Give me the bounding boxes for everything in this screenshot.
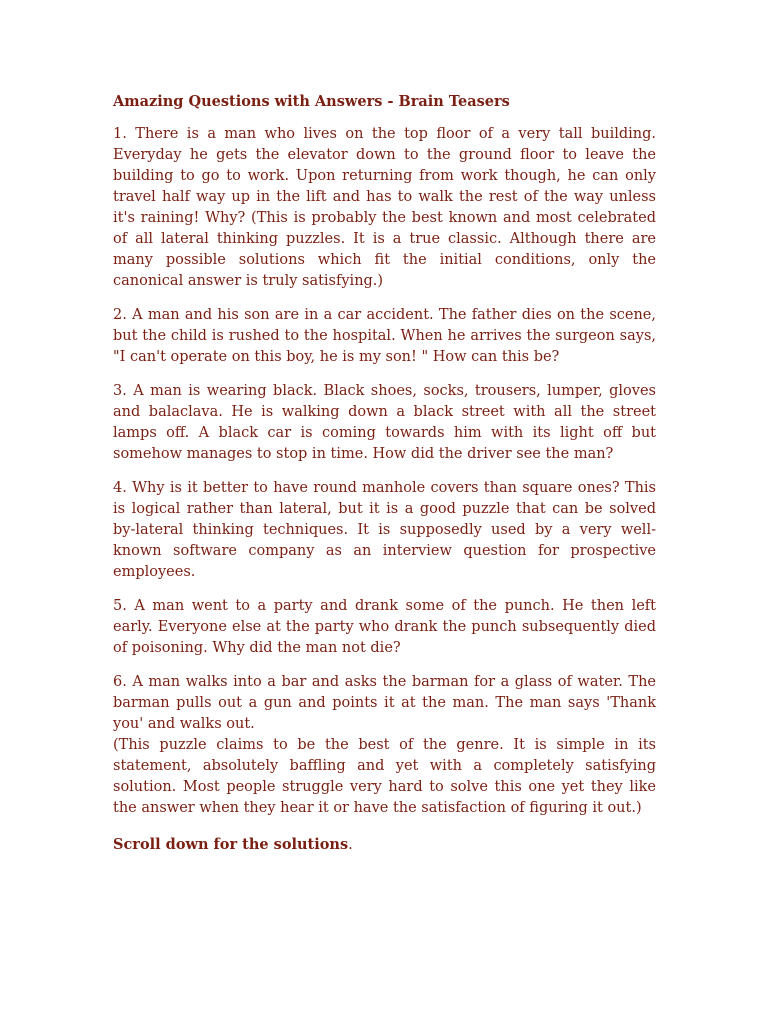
scroll-down-label: Scroll down for the solutions bbox=[113, 836, 349, 853]
question-6-text: 6. A man walks into a bar and asks the barman for a glass of water. The barman pulls out a gun and points it at the man. The man says 'Thank you' and walks out. bbox=[113, 674, 656, 732]
document-title: Amazing Questions with Answers - Brain Teasers bbox=[113, 93, 510, 110]
question-1: 1. There is a man who lives on the top floor of a very tall building. Everyday he gets the elevator down to the ground floor to leave the building to go to work. Upon returning from work though, he can only travel half way up in the lift and has to walk the rest of the way unless it's raining! Why? (This is probably the best known and most celebrated of all lateral thinking puzzles. It is a true classic. Although there are many possible solutions which fit the initial conditions, only the canonical answer is truly satisfying.) bbox=[113, 126, 656, 289]
scroll-down-period: . bbox=[348, 837, 353, 853]
question-3: 3. A man is wearing black. Black shoes, socks, trousers, lumper, gloves and balaclava. He is walking down a black street with all the street lamps off. A black car is coming towards him with its light off but somehow manages to stop in time. How did the driver see the man? bbox=[113, 383, 656, 462]
scroll-down-note bbox=[113, 833, 656, 857]
document-page bbox=[113, 90, 656, 857]
question-5: 5. A man went to a party and drank some of the punch. He then left early. Everyone else at the party who drank the punch subsequently died of poisoning. Why did the man not die? bbox=[113, 598, 656, 656]
question-2: 2. A man and his son are in a car accident. The father dies on the scene, but the child is rushed to the hospital. When he arrives the surgeon says, "I can't operate on this boy, he is my son! " How can this be? bbox=[113, 307, 656, 365]
question-6 bbox=[113, 672, 656, 819]
question-6-note: (This puzzle claims to be the best of the genre. It is simple in its statement, absolutely baffling and yet with a completely satisfying solution. Most people struggle very hard to solve this one yet they like the answer when they hear it or have the satisfaction of figuring it out.) bbox=[113, 737, 656, 816]
question-4: 4. Why is it better to have round manhole covers than square ones? This is logical rather than lateral, but it is a good puzzle that can be solved by-lateral thinking techniques. It is supposedly used by a very well-known software company as an interview question for prospective employees. bbox=[113, 480, 656, 580]
